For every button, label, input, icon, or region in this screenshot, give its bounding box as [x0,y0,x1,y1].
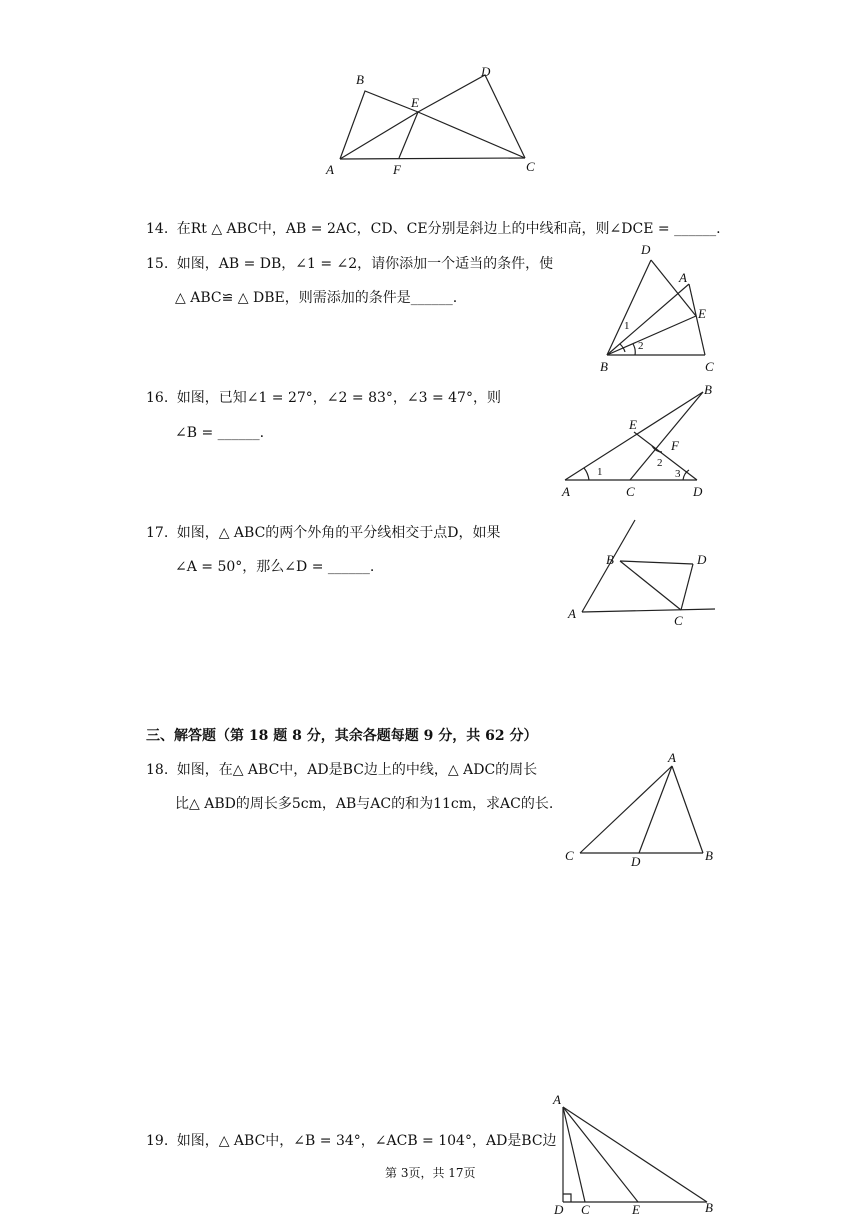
question-number: 15. [146,256,169,272]
question-number: 14. [146,221,169,237]
figure-q17-svg [560,515,720,630]
label-C: C [526,159,535,174]
label-D: D [481,64,491,79]
label-A: A [326,162,334,177]
question-number: 17. [146,525,169,541]
figure-q16 [555,380,725,505]
question-18 [146,760,537,780]
label-B: B [356,72,364,87]
figure-q18-svg [560,750,725,875]
angle-2: 2 [638,340,644,352]
question-16 [146,388,501,408]
angle-3: 3 [675,468,681,480]
question-16-line2: ∠B = ______. [175,425,265,441]
label-C: C [626,484,635,499]
label-D: D [641,242,651,257]
label-A: A [568,606,576,621]
question-15-line2: △ ABC≌ △ DBE，则需添加的条件是______. [175,290,458,306]
label-A: A [553,1092,561,1107]
question-text: 在Rt △ ABC中，AB = 2AC，CD、CE分别是斜边上的中线和高，则∠DCE = ______. [176,221,721,237]
label-B: B [705,848,713,863]
figure-top [320,62,550,182]
label-A: A [668,750,676,765]
question-17-line2: ∠A = 50°，那么∠D = ______. [175,559,375,575]
figure-q19-svg [545,1090,725,1216]
figure-q15 [590,240,730,380]
angle-1: 1 [624,320,630,332]
label-C: C [565,848,574,863]
label-B: B [705,1200,713,1215]
question-number: 19. [146,1133,169,1149]
section-title: 三、解答题（第 18 题 8 分，其余各题每题 9 分，共 62 分） [146,728,538,744]
label-D: D [697,552,707,567]
figure-top-svg [320,62,550,182]
question-text-line1: 如图，已知∠1 = 27°，∠2 = 83°，∠3 = 47°，则 [176,390,501,406]
question-14 [146,219,721,239]
question-text-line1: 如图，AB = DB，∠1 = ∠2，请你添加一个适当的条件，使 [176,256,554,272]
angle-2: 2 [657,457,663,469]
question-17 [146,523,501,543]
label-E: E [629,417,637,432]
label-C: C [581,1202,590,1217]
figure-q18 [560,750,725,875]
label-E: E [411,95,419,110]
label-E: E [698,306,706,321]
label-F: F [393,162,401,177]
label-C: C [674,613,683,628]
label-A: A [679,270,687,285]
page-footer: 第 3页，共 17页 [385,1166,476,1180]
label-D: D [554,1202,564,1217]
label-D: D [693,484,703,499]
question-text-line1: 如图，△ ABC的两个外角的平分线相交于点D，如果 [176,525,501,541]
label-D: D [631,854,641,869]
angle-1: 1 [597,466,603,478]
label-B: B [600,359,608,374]
label-F: F [671,438,679,453]
label-B: B [704,382,712,397]
label-B: B [606,552,614,567]
question-18-line2: 比△ ABD的周长多5cm，AB与AC的和为11cm，求AC的长. [175,796,554,812]
question-number: 18. [146,762,169,778]
question-text-line1: 如图，△ ABC中，∠B = 34°，∠ACB = 104°，AD是BC边 [176,1133,557,1149]
label-A: A [562,484,570,499]
question-text-line1: 如图，在△ ABC中，AD是BC边上的中线，△ ADC的周长 [176,762,538,778]
label-E: E [632,1202,640,1217]
figure-q19 [545,1090,725,1216]
question-15 [146,254,553,274]
label-C: C [705,359,714,374]
question-number: 16. [146,390,169,406]
question-19 [146,1131,557,1151]
figure-q17 [560,515,720,630]
